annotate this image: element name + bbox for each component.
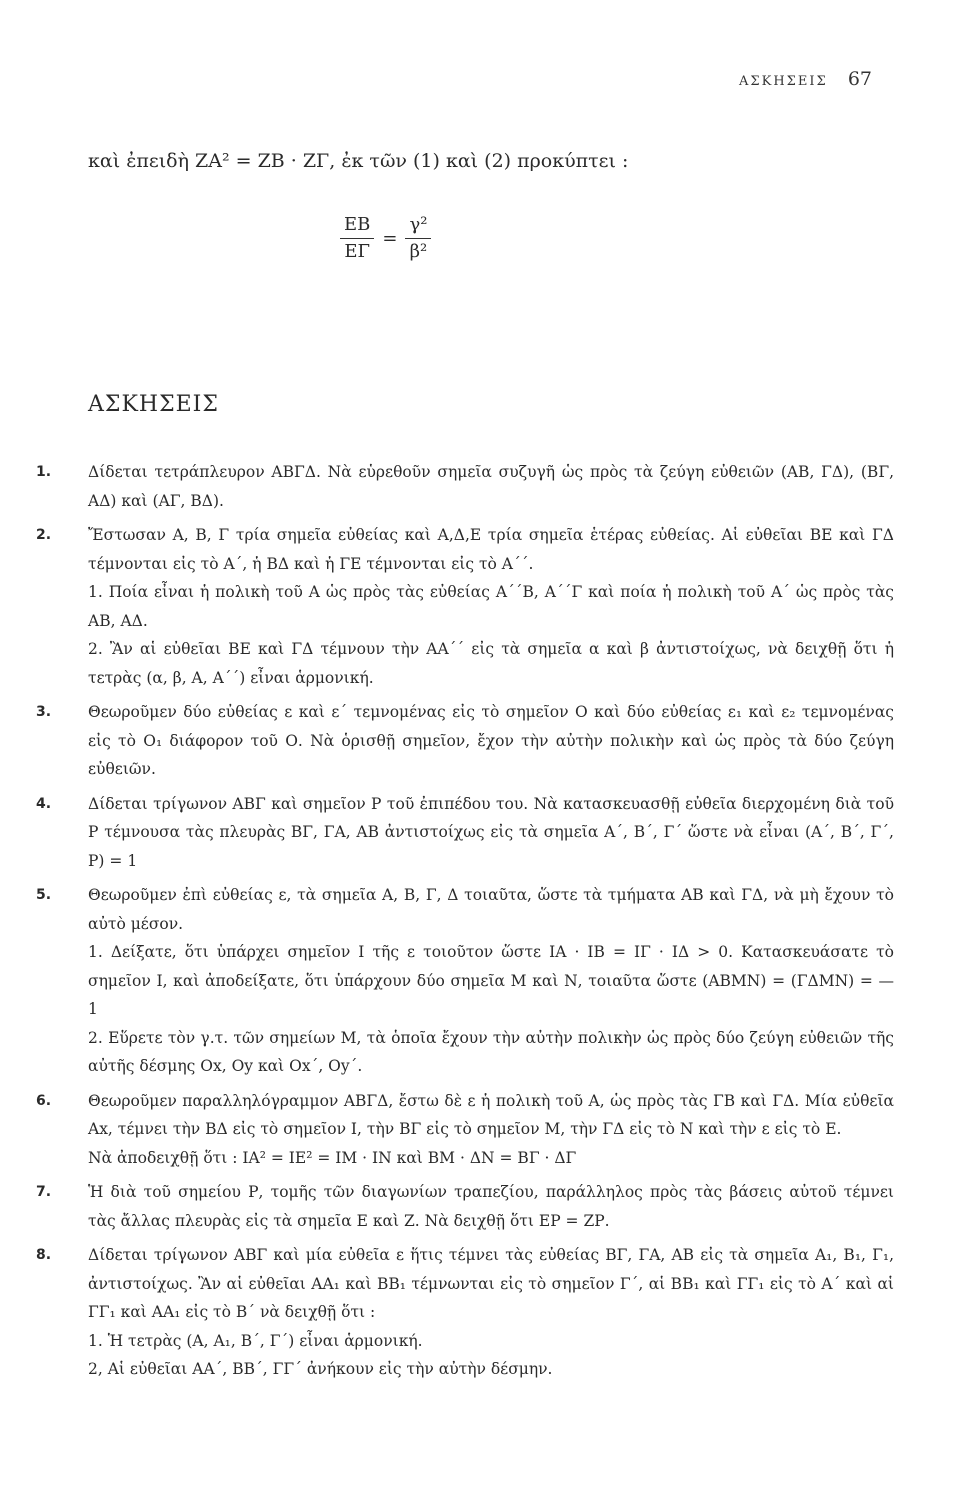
exercise-number: 1.: [36, 464, 52, 480]
fraction-left-numerator: ΕΒ: [340, 212, 374, 239]
section-title: ΑΣΚΗΣΕΙΣ: [88, 392, 219, 417]
exercise-item: [36, 1087, 894, 1173]
exercise-paragraph: 1. Ἡ τετρὰς (Α, Α₁, Β΄, Γ΄) εἶναι ἁρμονική.: [88, 1331, 423, 1350]
exercise-paragraph: Θεωροῦμεν δύο εὐθείας ε καὶ ε΄ τεμνομένας εἰς τὸ σημεῖον Ο καὶ δύο εὐθείας ε₁ καὶ ε₂ τεμνομένας εἰς τὸ Ο₁ διάφορον τοῦ Ο. Νὰ ὁρισθῇ σημεῖον, ἔχον τὴν αὐτὴν πολικὴν καὶ ὡς πρὸς τὰ δύο ζεύγη εὐθειῶν.: [88, 703, 894, 778]
exercise-number: 7.: [36, 1184, 52, 1200]
exercise-list: [36, 458, 894, 1390]
exercise-number: 2.: [36, 527, 52, 543]
exercise-paragraph: 2, Αἱ εὐθεῖαι ΑΑ΄, ΒΒ΄, ΓΓ΄ ἀνήκουν εἰς τὴν αὐτὴν δέσμην.: [88, 1360, 553, 1378]
exercise-item: [36, 521, 894, 692]
exercise-number: 5.: [36, 887, 52, 903]
exercise-item: [36, 698, 894, 784]
exercise-number: 6.: [36, 1092, 52, 1109]
running-title: ΑΣΚΗΣΕΙΣ: [739, 74, 828, 89]
exercise-paragraph: Θεωροῦμεν παραλληλόγραμμον ΑΒΓΔ, ἔστω δὲ ε ἡ πολικὴ τοῦ Α, ὡς πρὸς τὰς ΓΒ καὶ ΓΔ. Μία εὐθεῖα Αx, τέμνει τὴν ΒΔ εἰς τὸ σημεῖον Ι, τὴν ΒΓ εἰς τὸ σημεῖον Μ, τὴν ΓΔ εἰς τὸ Ν καὶ τὴν ε εἰς τὸ Ε.: [88, 1091, 894, 1138]
exercise-paragraph: Δίδεται τρίγωνον ΑΒΓ καὶ μία εὐθεῖα ε ἥτις τέμνει τὰς εὐθείας ΒΓ, ΓΑ, ΑΒ εἰς τὰ σημεῖα Α₁, Β₁, Γ₁, ἀντιστοίχως. Ἂν αἱ εὐθεῖαι ΑΑ₁ καὶ ΒΒ₁ τέμνωνται εἰς τὸ σημεῖον Γ΄, αἱ ΒΒ₁ καὶ ΓΓ₁ εἰς τὸ Α΄ καὶ αἱ ΓΓ₁ καὶ ΑΑ₁ εἰς τὸ Β΄ νὰ δειχθῇ ὅτι :: [88, 1246, 894, 1321]
formula: [340, 212, 431, 265]
exercise-paragraph: Νὰ ἀποδειχθῇ ὅτι : ΙΑ² = ΙΕ² = ΙΜ · ΙΝ καὶ ΒΜ · ΔΝ = ΒΓ · ΔΓ: [88, 1148, 577, 1167]
fraction-left-denominator: ΕΓ: [344, 241, 370, 262]
exercise-paragraph: Δίδεται τετράπλευρον ΑΒΓΔ. Νὰ εὑρεθοῦν σημεῖα συζυγῆ ὡς πρὸς τὰ ζεύγη εὐθειῶν (ΑΒ, ΓΔ), (ΒΓ, ΑΔ) καὶ (ΑΓ, ΒΔ).: [88, 463, 894, 510]
exercise-paragraph: Θεωροῦμεν ἐπὶ εὐθείας ε, τὰ σημεῖα Α, Β, Γ, Δ τοιαῦτα, ὥστε τὰ τμήματα ΑΒ καὶ ΓΔ, νὰ μὴ ἔχουν τὸ αὐτὸ μέσον.: [88, 886, 894, 933]
fraction-left: [340, 212, 374, 265]
exercise-number: 3.: [36, 704, 52, 720]
exercise-paragraph: 1. Ποία εἶναι ἡ πολικὴ τοῦ Α ὡς πρὸς τὰς εὐθείας Α΄΄Β, Α΄΄Γ καὶ ποία ἡ πολικὴ τοῦ Α΄ ὡς πρὸς τὰς ΑΒ, ΑΔ.: [88, 583, 894, 630]
exercise-paragraph: 2. Εὕρετε τὸν γ.τ. τῶν σημείων Μ, τὰ ὁποῖα ἔχουν τὴν αὐτὴν πολικὴν ὡς πρὸς δύο ζεύγη εὐθειῶν τῆς αὐτῆς δέσμης Οx, Οy καὶ Οx΄, Οy΄.: [88, 1028, 894, 1075]
exercise-item: [36, 458, 894, 515]
exercise-number: 4.: [36, 795, 52, 812]
exercise-item: [36, 1241, 894, 1384]
intro-line: καὶ ἐπειδὴ ΖΑ² = ΖΒ · ΖΓ, ἐκ τῶν (1) καὶ (2) προκύπτει :: [88, 150, 629, 172]
fraction-right: [405, 212, 431, 265]
exercise-item: [36, 790, 894, 876]
exercise-paragraph: 2. Ἂν αἱ εὐθεῖαι ΒΕ καὶ ΓΔ τέμνουν τὴν ΑΑ΄΄ εἰς τὰ σημεῖα α καὶ β ἀντιστοίχως, νὰ δειχθῇ ὅτι ἡ τετρὰς (α, β, Α, Α΄΄) εἶναι ἁρμονική.: [88, 640, 894, 687]
exercise-item: [36, 881, 894, 1081]
exercise-paragraph: 1. Δείξατε, ὅτι ὑπάρχει σημεῖον Ι τῆς ε τοιοῦτον ὥστε ΙΑ · ΙΒ = ΙΓ · ΙΔ > 0. Κατασκευάσατε τὸ σημεῖον Ι, καὶ ἀποδείξατε, ὅτι ὑπάρχουν δύο σημεῖα Μ καὶ Ν, τοιαῦτα ὥστε (ΑΒΜΝ) = (ΓΔΜΝ) = — 1: [88, 943, 894, 1018]
running-header: [739, 68, 872, 90]
exercise-paragraph: Ἔστωσαν Α, Β, Γ τρία σημεῖα εὐθείας καὶ Α,Δ,Ε τρία σημεῖα ἑτέρας εὐθείας. Αἱ εὐθεῖαι ΒΕ καὶ ΓΔ τέμνονται εἰς τὸ Α΄, ἡ ΒΔ καὶ ἡ ΓΕ τέμνονται εἰς τὸ Α΄΄.: [88, 526, 894, 573]
exercise-paragraph: Ἡ διὰ τοῦ σημείου Ρ, τομῆς τῶν διαγωνίων τραπεζίου, παράλληλος πρὸς τὰς βάσεις αὐτοῦ τέμνει τὰς ἄλλας πλευρὰς εἰς τὰ σημεῖα Ε καὶ Ζ. Νὰ δειχθῇ ὅτι ΕΡ = ΖΡ.: [88, 1183, 894, 1230]
page-number: 67: [847, 68, 872, 90]
fraction-right-numerator: γ²: [405, 212, 431, 239]
fraction-right-denominator: β²: [409, 241, 428, 262]
exercise-item: [36, 1178, 894, 1235]
exercise-number: 8.: [36, 1247, 52, 1263]
equals-sign: =: [382, 228, 398, 249]
exercise-paragraph: Δίδεται τρίγωνον ΑΒΓ καὶ σημεῖον Ρ τοῦ ἐπιπέδου του. Νὰ κατασκευασθῇ εὐθεῖα διερχομένη διὰ τοῦ Ρ τέμνουσα τὰς πλευρὰς ΒΓ, ΓΑ, ΑΒ ἀντιστοίχως εἰς τὰ σημεῖα Α΄, Β΄, Γ΄ ὥστε νὰ εἶναι (Α΄, Β΄, Γ΄, Ρ) = 1: [88, 794, 894, 870]
